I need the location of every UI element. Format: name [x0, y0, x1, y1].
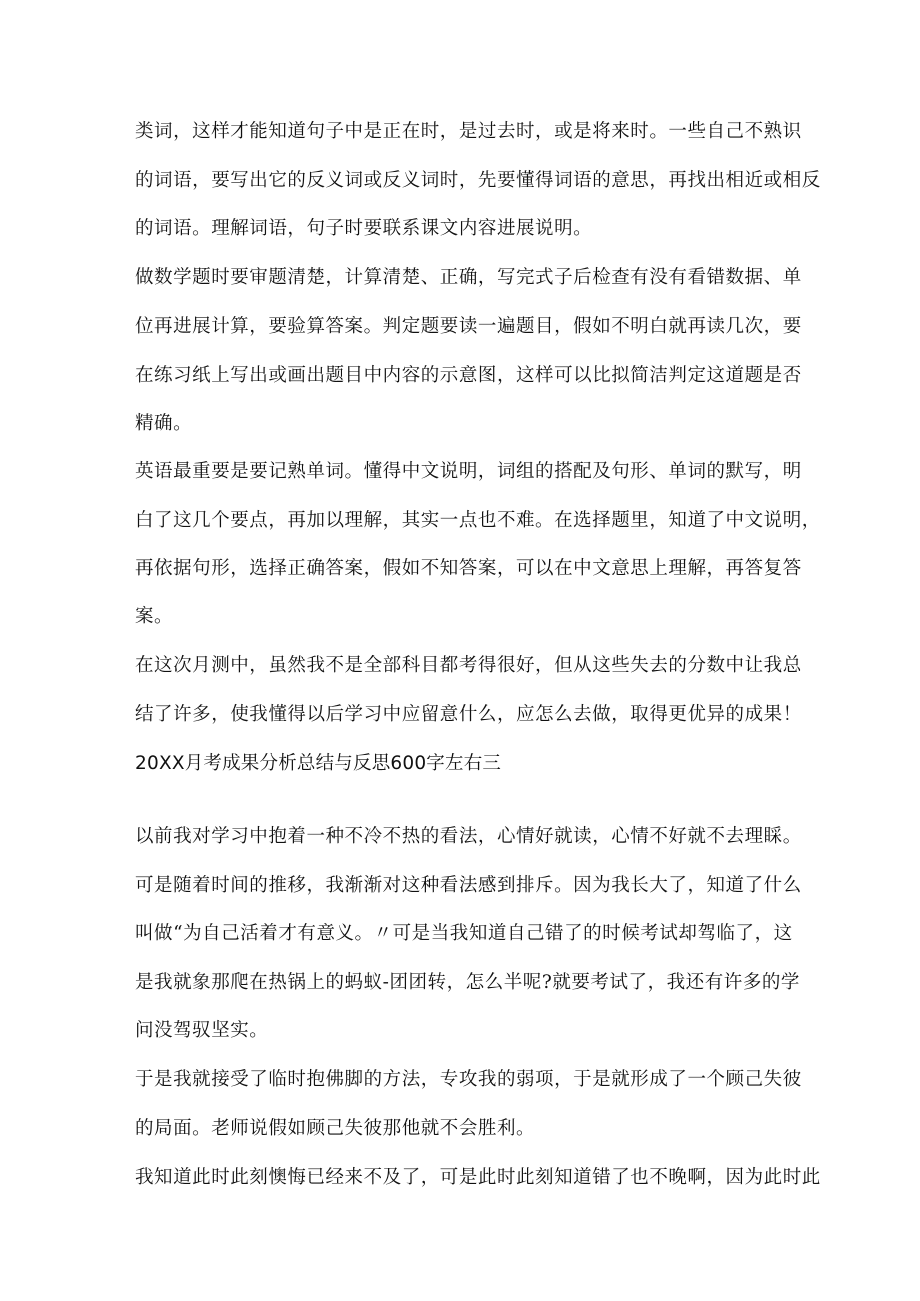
- text-line: 叫做“为自己活着才有意义。〃可是当我知道自己错了的时候考试却驾临了，这: [135, 923, 793, 944]
- text-line: 问没驾驭坚实。: [135, 1020, 269, 1041]
- text-line: 案。: [135, 606, 174, 627]
- text-line: 我知道此时此刻懊悔已经来不及了，可是此时此刻知道错了也不晚啊，因为此时此: [135, 1167, 821, 1188]
- section-heading: 20XX月考成果分析总结与反思600字左右三: [135, 753, 502, 774]
- text-line: 的局面。老师说假如顾己失彼那他就不会胜利。: [135, 1118, 536, 1139]
- text-line: 的词语，要写出它的反义词或反义词时，先要懂得词语的意思，再找出相近或相反: [135, 170, 821, 191]
- text-line: 是我就象那爬在热锅上的蚂蚁-团团转，怎么半呢?就要考试了，我还有许多的学: [135, 972, 800, 993]
- text-line: 于是我就接受了临时抱佛脚的方法，专攻我的弱项，于是就形成了一个顾己失彼: [135, 1069, 802, 1090]
- text-line: 英语最重要是要记熟单词。懂得中文说明，词组的搭配及句形、单词的默写，明: [135, 461, 802, 482]
- text-line: 位再进展计算，要验算答案。判定题要读一遍题目，假如不明白就再读几次，要: [135, 316, 802, 337]
- text-line: 再依据句形，选择正确答案，假如不知答案，可以在中文意思上理解，再答复答: [135, 558, 802, 579]
- text-line: 精确。: [135, 413, 193, 434]
- text-line: 做数学题时要审题清楚，计算清楚、正确，写完式子后检查有没有看错数据、单: [135, 267, 802, 288]
- text-line: 在这次月测中，虽然我不是全部科目都考得很好，但从这些失去的分数中让我总: [135, 655, 802, 676]
- text-line: 以前我对学习中抱着一种不冷不热的看法，心情好就读，心情不好就不去理睬。: [135, 826, 802, 847]
- text-line: 的词语。理解词语，句子时要联系课文内容进展说明。: [135, 218, 593, 239]
- text-line: 类词，这样才能知道句子中是正在时，是过去时，或是将来时。一些自己不熟识: [135, 121, 802, 142]
- text-line: 可是随着时间的推移，我渐渐对这种看法感到排斥。因为我长大了，知道了什么: [135, 875, 802, 896]
- text-line: 白了这几个要点，再加以理解，其实一点也不难。在选择题里，知道了中文说明，: [135, 510, 821, 531]
- text-line: 结了许多，使我懂得以后学习中应留意什么，应怎么去做，取得更优异的成果！: [135, 704, 802, 725]
- text-line: 在练习纸上写出或画出题目中内容的示意图，这样可以比拟简洁判定这道题是否: [135, 365, 802, 386]
